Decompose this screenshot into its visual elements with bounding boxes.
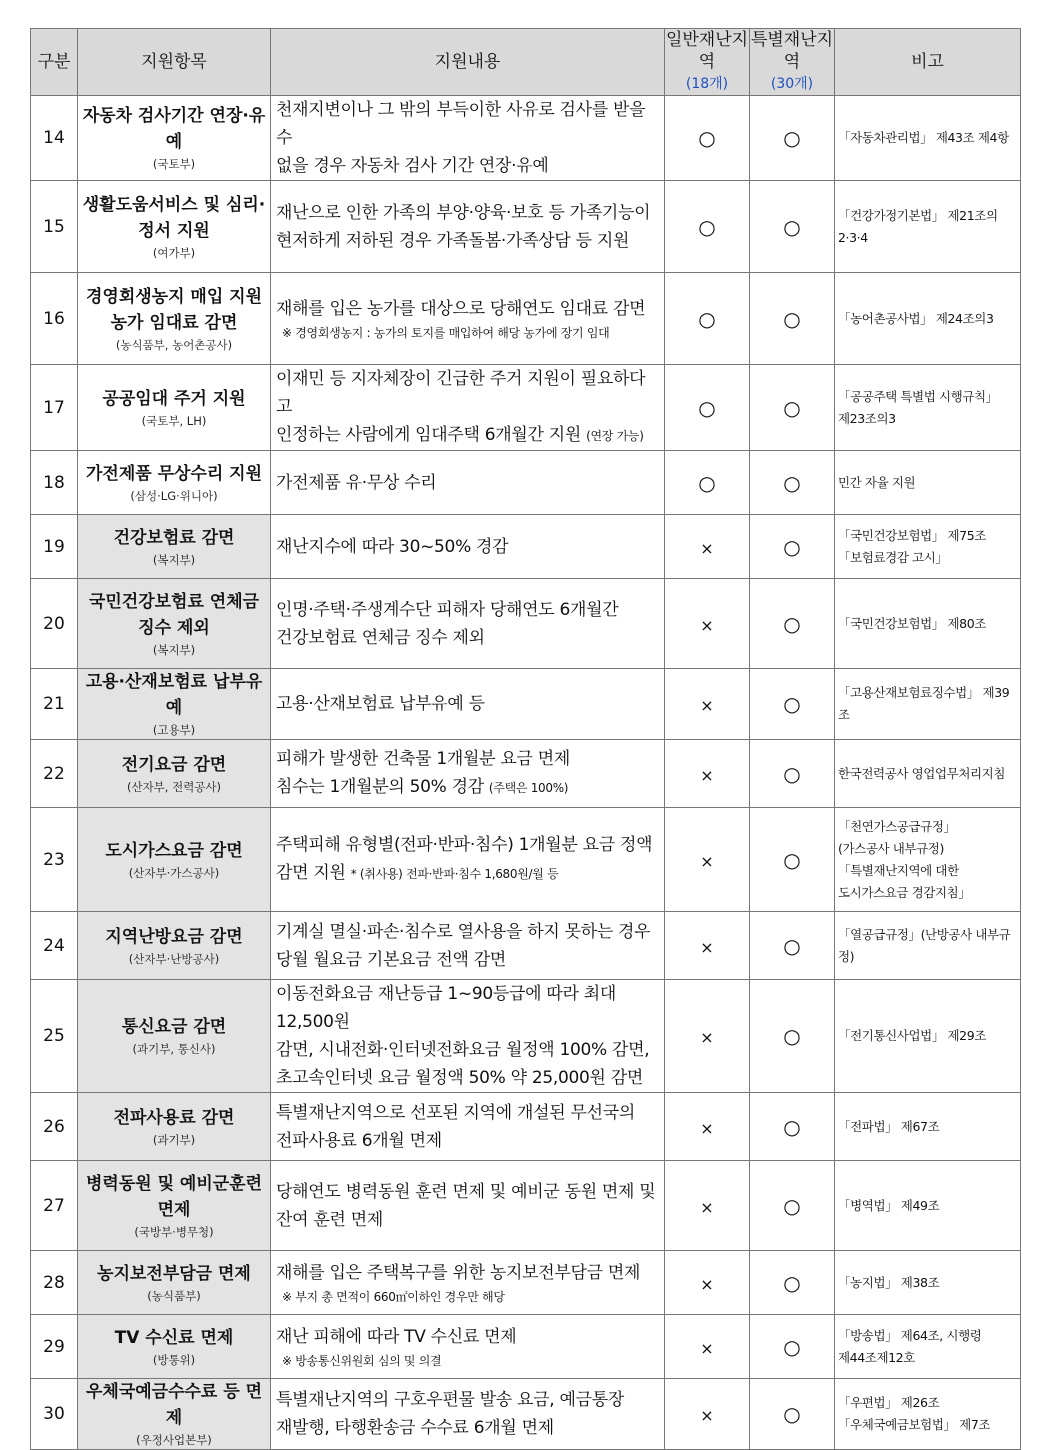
legal-basis <box>835 451 1021 515</box>
header-note: 비고 <box>835 29 1021 96</box>
content-line: 감면, 시내전화·인터넷전화요금 월정액 100% 감면, <box>276 1040 650 1060</box>
content-line: 건강보험료 연체금 징수 제외 <box>276 627 485 648</box>
support-content <box>271 1161 665 1251</box>
general-mark-symbol: × <box>700 538 714 558</box>
note-line: 「농어촌공사법」 제24조의3 <box>838 310 994 326</box>
general-mark-symbol: × <box>700 765 714 785</box>
item-title: 생활도움서비스 및 심리·정서 지원 <box>82 194 266 241</box>
header-no: 구분 <box>31 29 78 96</box>
table-row <box>31 740 1021 808</box>
item-agency: (복지부) <box>152 642 196 657</box>
special-area-mark <box>750 515 835 579</box>
general-area-mark <box>665 451 750 515</box>
note-line: 「국민건강보험법」 제80조 <box>838 615 986 631</box>
special-mark-symbol: ○ <box>783 933 801 958</box>
legal-basis <box>835 515 1021 579</box>
table-row <box>31 365 1021 451</box>
content-line: 인명·주택·주생계수단 피해자 당해연도 6개월간 <box>276 599 619 620</box>
table-row <box>31 1161 1021 1251</box>
general-area-mark <box>665 1379 750 1450</box>
special-mark-symbol: ○ <box>783 1334 801 1359</box>
table-body <box>31 96 1021 1450</box>
special-area-mark <box>750 912 835 980</box>
item-agency: (고용부) <box>152 723 196 737</box>
content-note: ※ 부지 총 면적이 660㎡이하인 경우만 해당 <box>282 1289 505 1304</box>
support-content <box>271 669 665 740</box>
item-title: TV 수신료 면제 <box>114 1327 234 1348</box>
support-item <box>78 365 271 451</box>
header-item: 지원항목 <box>78 29 271 96</box>
content-line: 주택피해 유형별(전파·반파·침수) 1개월분 요금 정액 <box>276 835 653 855</box>
item-title: 고용·산재보험료 납부유예 <box>85 672 263 718</box>
content-line: 초고속인터넷 요금 월정액 50% 약 25,000원 감면 <box>276 1068 644 1088</box>
legal-basis <box>835 1093 1021 1161</box>
row-number: 15 <box>31 181 78 273</box>
special-area-mark <box>750 1161 835 1251</box>
note-line: 「우체국예금보험법」 제7조 <box>838 1417 991 1432</box>
special-area-mark <box>750 96 835 181</box>
special-mark-symbol: ○ <box>783 1270 801 1295</box>
header-special-count: (30개) <box>770 76 814 92</box>
table-row <box>31 273 1021 365</box>
general-mark-symbol: ○ <box>698 214 716 239</box>
special-mark-symbol: ○ <box>783 1402 801 1426</box>
special-area-mark <box>750 579 835 669</box>
support-content <box>271 515 665 579</box>
content-line: 특별재난지역의 구호우편물 발송 요금, 예금통장 <box>276 1390 624 1410</box>
item-title: 자동차 검사기간 연장·유예 <box>82 106 266 152</box>
general-area-mark <box>665 740 750 808</box>
note-line: 「특별재난지역에 대한 <box>838 862 959 878</box>
table-row <box>31 451 1021 515</box>
item-title: 통신요금 감면 <box>121 1017 227 1037</box>
support-table <box>30 28 1021 1450</box>
note-line: 제23조의3 <box>838 410 896 426</box>
content-note: ※ 경영회생농지 : 농가의 토지를 매입하여 해당 농가에 장기 임대 <box>282 325 610 340</box>
special-area-mark <box>750 273 835 365</box>
support-content <box>271 451 665 515</box>
item-agency: (산자부·가스공사) <box>128 865 220 880</box>
general-area-mark <box>665 181 750 273</box>
item-title: 병력동원 및 예비군훈련 면제 <box>85 1173 263 1220</box>
item-agency: (산자부, 전력공사) <box>126 779 222 794</box>
content-line: 재난지수에 따라 30~50% 경감 <box>276 536 509 557</box>
general-area-mark <box>665 1315 750 1379</box>
special-area-mark <box>750 1315 835 1379</box>
legal-basis <box>835 740 1021 808</box>
note-line: 「자동차관리법」 제43조 제4항 <box>838 130 1009 145</box>
content-line: 기계실 멸실·파손·침수로 열사용을 하지 못하는 경우 <box>276 921 651 942</box>
note-line: 「고용산재보험료징수법」 제39조 <box>838 685 1010 722</box>
support-content <box>271 1315 665 1379</box>
note-line: 「천연가스공급규정」 <box>838 818 956 834</box>
table-row <box>31 1093 1021 1161</box>
general-area-mark <box>665 579 750 669</box>
special-area-mark <box>750 451 835 515</box>
item-agency: (방통위) <box>152 1352 196 1367</box>
item-agency: (산자부·난방공사) <box>128 951 220 966</box>
general-mark-symbol: × <box>700 1274 714 1294</box>
general-area-mark <box>665 273 750 365</box>
support-item <box>78 1161 271 1251</box>
note-line: 「전파법」 제67조 <box>838 1118 940 1134</box>
content-note: ※ 방송통신위원회 심의 및 의결 <box>282 1353 442 1368</box>
item-title: 농지보전부담금 면제 <box>97 1263 251 1284</box>
item-title: 건강보험료 감면 <box>113 527 235 548</box>
content-line: 재발행, 타행환송금 수수료 6개월 면제 <box>276 1418 554 1438</box>
note-line: 「보험료경감 고시」 <box>838 549 948 565</box>
support-content <box>271 740 665 808</box>
legal-basis <box>835 669 1021 740</box>
support-content <box>271 1379 665 1450</box>
special-mark-symbol: ○ <box>783 470 801 495</box>
support-content <box>271 579 665 669</box>
support-content <box>271 96 665 181</box>
note-line: 「공공주택 특별법 시행규칙」 <box>838 388 998 404</box>
content-line: 없을 경우 자동차 검사 기간 연장·유예 <box>276 156 549 176</box>
row-number: 23 <box>31 808 78 912</box>
support-content <box>271 365 665 451</box>
item-agency: (우정사업본부) <box>136 1433 212 1447</box>
content-tail: (연장 가능) <box>586 429 644 443</box>
legal-basis <box>835 1315 1021 1379</box>
legal-basis <box>835 1161 1021 1251</box>
general-area-mark <box>665 96 750 181</box>
row-number: 24 <box>31 912 78 980</box>
special-area-mark <box>750 1093 835 1161</box>
special-area-mark <box>750 669 835 740</box>
content-line: 천재지변이나 그 밖의 부득이한 사유로 검사를 받을 수 <box>276 100 646 148</box>
table-row <box>31 96 1021 181</box>
item-agency: (국토부, LH) <box>141 413 207 428</box>
general-area-mark <box>665 365 750 451</box>
general-area-mark <box>665 1093 750 1161</box>
general-mark-symbol: ○ <box>698 126 716 150</box>
content-line: 가전제품 유·무상 수리 <box>276 472 437 493</box>
legal-basis <box>835 181 1021 273</box>
row-number: 21 <box>31 669 78 740</box>
support-item <box>78 1379 271 1450</box>
note-line: 「열공급규정」(난방공사 내부규정) <box>838 926 1011 964</box>
support-content <box>271 1093 665 1161</box>
legal-basis <box>835 912 1021 980</box>
header-general-area <box>665 29 750 96</box>
support-item <box>78 740 271 808</box>
row-number: 28 <box>31 1251 78 1315</box>
general-area-mark <box>665 980 750 1093</box>
item-agency: (농식품부) <box>147 1288 201 1303</box>
item-title: 가전제품 무상수리 지원 <box>85 463 263 484</box>
support-item <box>78 1093 271 1161</box>
row-number: 14 <box>31 96 78 181</box>
content-line: 이동전화요금 재난등급 1~90등급에 따라 최대 12,500원 <box>276 984 616 1032</box>
special-mark-symbol: ○ <box>783 847 801 872</box>
support-item <box>78 579 271 669</box>
row-number: 17 <box>31 365 78 451</box>
support-item <box>78 1251 271 1315</box>
item-agency: (과기부) <box>152 1132 196 1147</box>
item-title: 경영회생농지 매입 지원 농가 임대료 감면 <box>85 286 263 333</box>
note-line: 제44조제12호 <box>838 1349 915 1365</box>
row-number: 16 <box>31 273 78 365</box>
support-content <box>271 1251 665 1315</box>
note-line: 한국전력공사 영업업무처리지침 <box>838 765 1006 781</box>
content-line: 재해를 입은 농가를 대상으로 당해연도 임대료 감면 <box>276 298 646 319</box>
note-line: 「방송법」 제64조, 시행령 <box>838 1327 982 1343</box>
general-area-mark <box>665 515 750 579</box>
header-content: 지원내용 <box>271 29 665 96</box>
support-item <box>78 96 271 181</box>
general-mark-symbol: × <box>700 851 714 871</box>
item-agency: (과기부, 통신사) <box>132 1042 216 1056</box>
special-mark-symbol: ○ <box>783 395 801 420</box>
table-row <box>31 515 1021 579</box>
table-row <box>31 1315 1021 1379</box>
legal-basis <box>835 365 1021 451</box>
header-general-count: (18개) <box>685 76 729 92</box>
support-item <box>78 1315 271 1379</box>
general-mark-symbol: × <box>700 937 714 957</box>
table-row <box>31 1251 1021 1315</box>
content-line: 피해가 발생한 건축물 1개월분 요금 면제 <box>276 749 570 769</box>
support-item <box>78 669 271 740</box>
support-content <box>271 181 665 273</box>
special-area-mark <box>750 740 835 808</box>
row-number: 30 <box>31 1379 78 1450</box>
header-general-label: 일반재난지역 <box>665 30 749 72</box>
legal-basis <box>835 273 1021 365</box>
table-row <box>31 579 1021 669</box>
special-mark-symbol: ○ <box>783 1024 801 1048</box>
table-row <box>31 912 1021 980</box>
item-agency: (여가부) <box>152 245 196 260</box>
special-mark-symbol: ○ <box>783 761 801 786</box>
note-line: 도시가스요금 경감지침」 <box>838 884 971 900</box>
item-agency: (국방부·병무청) <box>134 1224 214 1239</box>
general-mark-symbol: × <box>700 696 714 715</box>
general-mark-symbol: × <box>700 1118 714 1138</box>
content-line: 인정하는 사람에게 임대주택 6개월간 지원 <box>276 425 582 445</box>
support-content <box>271 980 665 1093</box>
note-line: 「병역법」 제49조 <box>838 1197 940 1213</box>
content-tail: (주택은 100%) <box>488 781 569 795</box>
legal-basis <box>835 1379 1021 1450</box>
special-area-mark <box>750 1251 835 1315</box>
item-title: 지역난방요금 감면 <box>105 926 243 947</box>
special-mark-symbol: ○ <box>783 1114 801 1139</box>
table-row <box>31 669 1021 740</box>
special-mark-symbol: ○ <box>783 126 801 150</box>
item-agency: (삼성·LG·위니아) <box>130 488 218 503</box>
note-line: (가스공사 내부규정) <box>838 840 944 856</box>
support-content <box>271 273 665 365</box>
row-number: 22 <box>31 740 78 808</box>
general-area-mark <box>665 1251 750 1315</box>
support-content <box>271 912 665 980</box>
row-number: 27 <box>31 1161 78 1251</box>
legal-basis <box>835 579 1021 669</box>
special-area-mark <box>750 1379 835 1450</box>
content-line: 고용·산재보험료 납부유예 등 <box>276 694 485 714</box>
general-mark-symbol: × <box>700 615 714 635</box>
special-mark-symbol: ○ <box>783 692 801 716</box>
content-line: 이재민 등 지자체장이 긴급한 주거 지원이 필요하다고 <box>276 369 646 417</box>
general-area-mark <box>665 912 750 980</box>
legal-basis <box>835 1251 1021 1315</box>
row-number: 26 <box>31 1093 78 1161</box>
content-line: 재난 피해에 따라 TV 수신료 면제 <box>276 1326 517 1347</box>
special-area-mark <box>750 181 835 273</box>
content-line: 특별재난지역으로 선포된 지역에 개설된 무선국의 <box>276 1102 635 1123</box>
general-mark-symbol: × <box>700 1028 714 1047</box>
content-tail: * (취사용) 전파·반파·침수 1,680원/월 등 <box>350 867 559 881</box>
general-mark-symbol: × <box>700 1406 714 1425</box>
general-area-mark <box>665 669 750 740</box>
special-mark-symbol: ○ <box>783 306 801 331</box>
content-line: 당월 월요금 기본요금 전액 감면 <box>276 949 507 970</box>
content-line: 침수는 1개월분의 50% 경감 <box>276 777 484 797</box>
item-title: 전파사용료 감면 <box>113 1107 235 1128</box>
table-row <box>31 980 1021 1093</box>
item-title: 공공임대 주거 지원 <box>102 388 246 409</box>
row-number: 25 <box>31 980 78 1093</box>
note-line: 「우편법」 제26조 <box>838 1395 940 1410</box>
note-line: 「국민건강보험법」 제75조 <box>838 527 986 543</box>
special-area-mark <box>750 365 835 451</box>
row-number: 29 <box>31 1315 78 1379</box>
content-line: 감면 지원 <box>276 863 346 883</box>
general-mark-symbol: × <box>700 1338 714 1358</box>
legal-basis <box>835 980 1021 1093</box>
support-item <box>78 808 271 912</box>
item-agency: (국토부) <box>152 157 196 171</box>
row-number: 19 <box>31 515 78 579</box>
item-agency: (농식품부, 농어촌공사) <box>115 337 233 352</box>
item-title: 우체국예금수수료 등 면제 <box>85 1382 263 1428</box>
support-content <box>271 808 665 912</box>
special-area-mark <box>750 980 835 1093</box>
item-title: 국민건강보험료 연체금 징수 제외 <box>88 591 260 638</box>
item-title: 전기요금 감면 <box>121 754 227 775</box>
content-line: 재해를 입은 주택복구를 위한 농지보전부담금 면제 <box>276 1262 641 1283</box>
support-item <box>78 515 271 579</box>
row-number: 18 <box>31 451 78 515</box>
general-mark-symbol: ○ <box>698 306 716 331</box>
support-item <box>78 181 271 273</box>
table-row <box>31 181 1021 273</box>
note-line: 민간 자율 지원 <box>838 474 916 490</box>
general-mark-symbol: ○ <box>698 470 716 495</box>
special-area-mark <box>750 808 835 912</box>
content-line: 전파사용료 6개월 면제 <box>276 1130 442 1151</box>
content-line: 잔여 훈련 면제 <box>276 1209 383 1230</box>
note-line: 「건강가정기본법」 제21조의2·3·4 <box>838 207 998 245</box>
row-number: 20 <box>31 579 78 669</box>
content-line: 재난으로 인한 가족의 부양·양육·보호 등 가족기능이 <box>276 202 651 223</box>
general-area-mark <box>665 1161 750 1251</box>
content-line: 현저하게 저하된 경우 가족돌봄·가족상담 등 지원 <box>276 230 630 251</box>
special-mark-symbol: ○ <box>783 214 801 239</box>
special-mark-symbol: ○ <box>783 1193 801 1218</box>
item-agency: (복지부) <box>152 552 196 567</box>
special-mark-symbol: ○ <box>783 611 801 636</box>
note-line: 「전기통신사업법」 제29조 <box>838 1028 986 1043</box>
note-line: 「농지법」 제38조 <box>838 1274 940 1290</box>
support-item <box>78 980 271 1093</box>
general-area-mark <box>665 808 750 912</box>
general-mark-symbol: ○ <box>698 395 716 420</box>
general-mark-symbol: × <box>700 1197 714 1217</box>
content-line: 당해연도 병력동원 훈련 면제 및 예비군 동원 면제 및 <box>276 1181 656 1202</box>
legal-basis <box>835 808 1021 912</box>
header-special-area <box>750 29 835 96</box>
header-special-label: 특별재난지역 <box>750 30 834 72</box>
item-title: 도시가스요금 감면 <box>105 840 243 861</box>
support-item <box>78 912 271 980</box>
support-item <box>78 273 271 365</box>
header-row <box>31 29 1021 96</box>
support-item <box>78 451 271 515</box>
legal-basis <box>835 96 1021 181</box>
table-row <box>31 1379 1021 1450</box>
table-row <box>31 808 1021 912</box>
special-mark-symbol: ○ <box>783 534 801 559</box>
